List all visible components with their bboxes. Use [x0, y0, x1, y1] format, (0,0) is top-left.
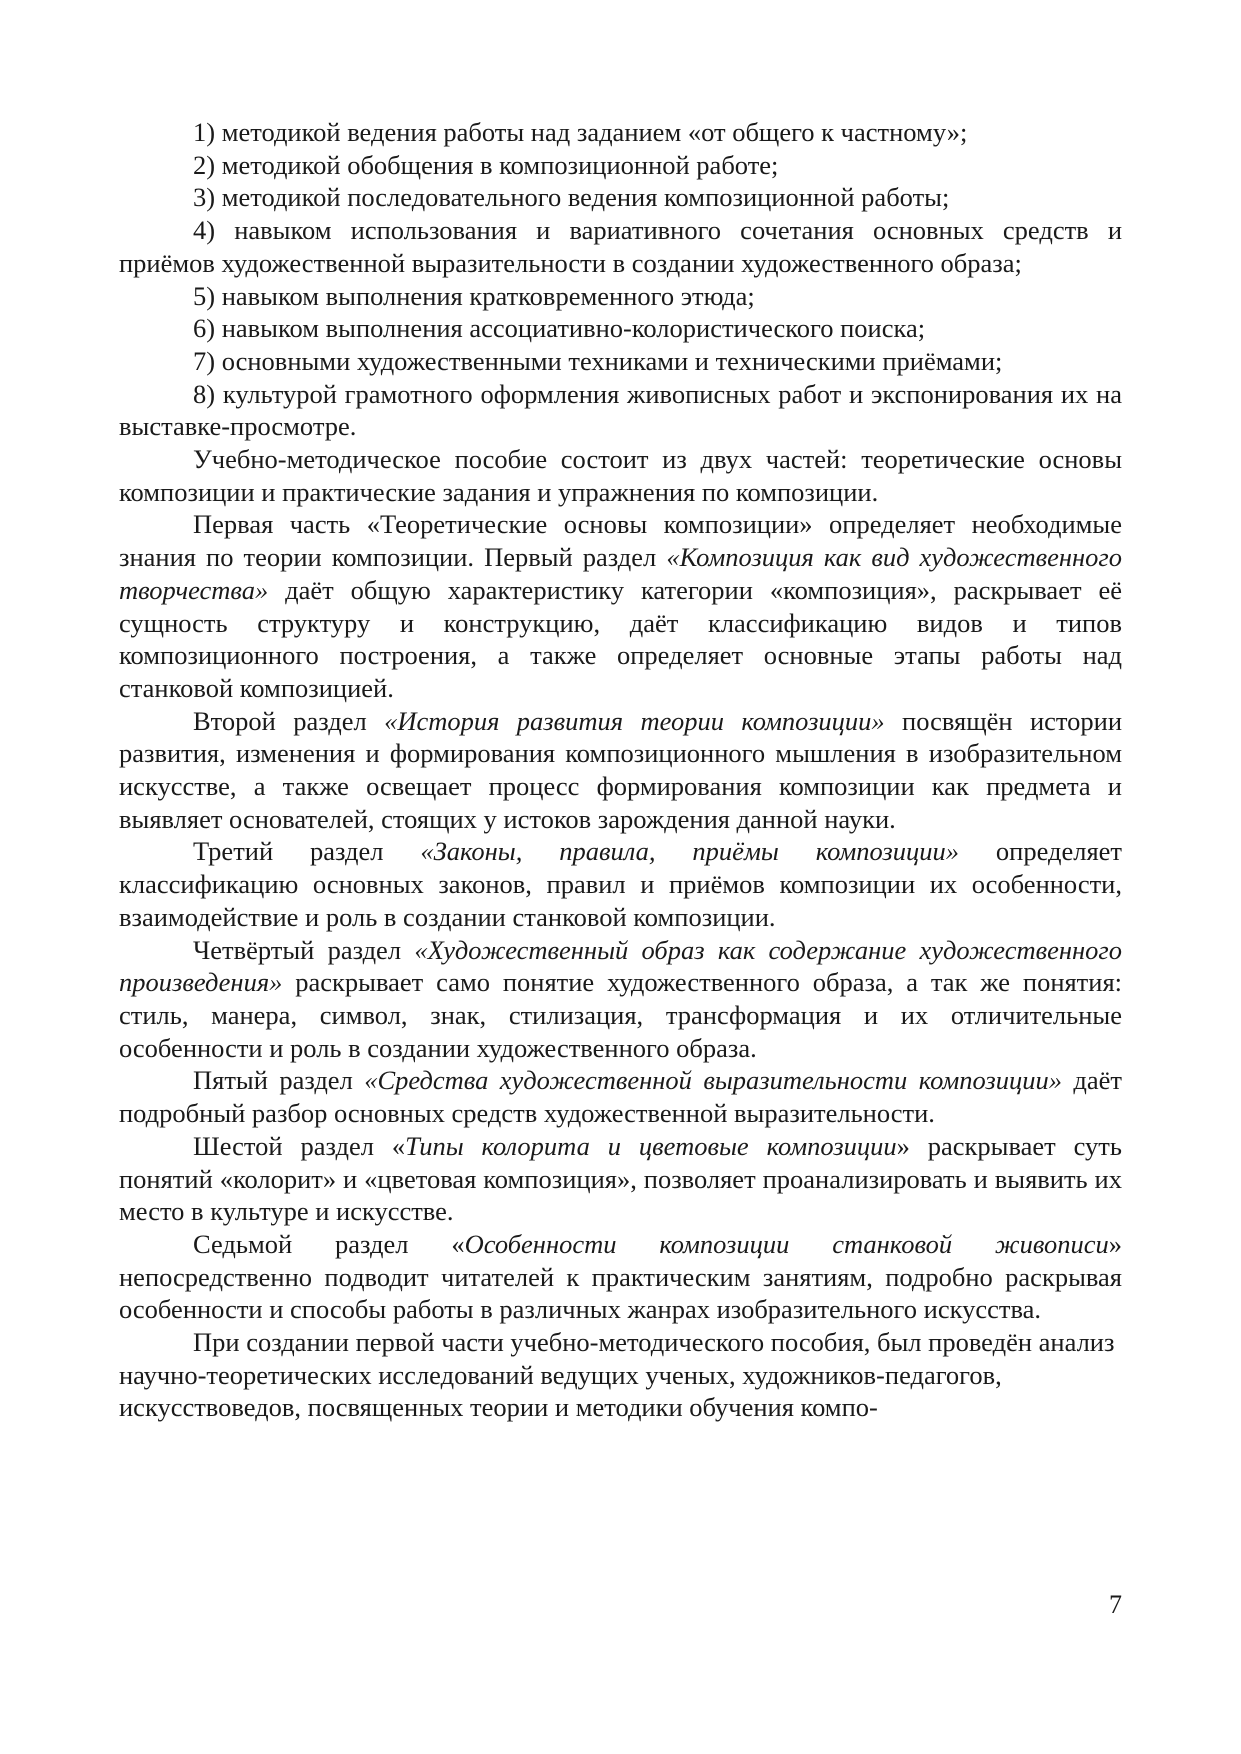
list-item: 5) навыком выполнения кратковременного этюда;: [193, 280, 755, 311]
paragraph-part-one: Первая часть «Теоретические основы композиции» определяет необходимые знания по теории композиции. Первый раздел «Композиция как вид художественного творчества» даёт общую характеристику категории «композиция», раскрывает её сущность структуру и конструкцию, даёт классификацию видов и типов композиционного построения, а также определяет основные этапы работы над станковой композицией.: [119, 509, 1122, 703]
list-item: 4) навыком использования и вариативного сочетания основных средств и приёмов художественной выразительности в создании художественного образа;: [119, 215, 1122, 278]
list-item: 2) методикой обобщения в композиционной работе;: [193, 149, 779, 180]
list-item: 3) методикой последовательного ведения композиционной работы;: [193, 182, 950, 213]
paragraph-section-three: Третий раздел «Законы, правила, приёмы композиции» определяет классификацию основных законов, правил и приёмов композиции их особенности, взаимодействие и роль в создании станковой композиции.: [119, 836, 1122, 932]
body-text: [119, 116, 1122, 1424]
paragraph-structure: Учебно-методическое пособие состоит из двух частей: теоретические основы композиции и практические задания и упражнения по композиции.: [119, 444, 1122, 507]
paragraph-section-seven: Седьмой раздел «Особенности композиции станковой живописи» непосредственно подводит читателей к практическим занятиям, подробно раскрывая особенности и способы работы в различных жанрах изобразительного искусства.: [119, 1228, 1122, 1325]
paragraph-section-five: Пятый раздел «Средства художественной выразительности композиции» даёт подробный разбор основных средств художественной выразительности.: [119, 1065, 1122, 1129]
list-item: 7) основными художественными техниками и техническими приёмами;: [193, 345, 1003, 376]
list-item: 8) культурой грамотного оформления живописных работ и экспонирования их на выставке-просмотре.: [119, 378, 1122, 442]
paragraph-section-four: Четвёртый раздел «Художественный образ как содержание художественного произведения» раскрывает само понятие художественного образа, а так же понятия: стиль, манера, символ, знак, стилизация, трансформация и их отличительные особенности и роль в создании художественного образа.: [119, 934, 1122, 1063]
paragraph-analysis: При создании первой части учебно-методического пособия, был проведён анализ научно-теоретических исследований ведущих ученых, художников-педагогов, искусствоведов, посвященных теории и методики обучения компо-: [119, 1327, 1115, 1423]
list-item: 6) навыком выполнения ассоциативно-колористического поиска;: [193, 313, 926, 344]
list-item: 1) методикой ведения работы над заданием «от общего к частному»;: [193, 117, 968, 147]
paragraph-section-two: Второй раздел «История развития теории композиции» посвящён истории развития, изменения и формирования композиционного мышления в изобразительном искусстве, а также освещает процесс формирования композиции как предмета и выявляет основателей, стоящих у истоков зарождения данной науки.: [119, 705, 1123, 834]
paragraph-section-six: Шестой раздел «Типы колорита и цветовые композиции» раскрывает суть понятий «колорит» и «цветовая композиция», позволяет проанализировать и выявить их место в культуре и искусстве.: [119, 1130, 1122, 1227]
page-number: 7: [1109, 1590, 1122, 1619]
